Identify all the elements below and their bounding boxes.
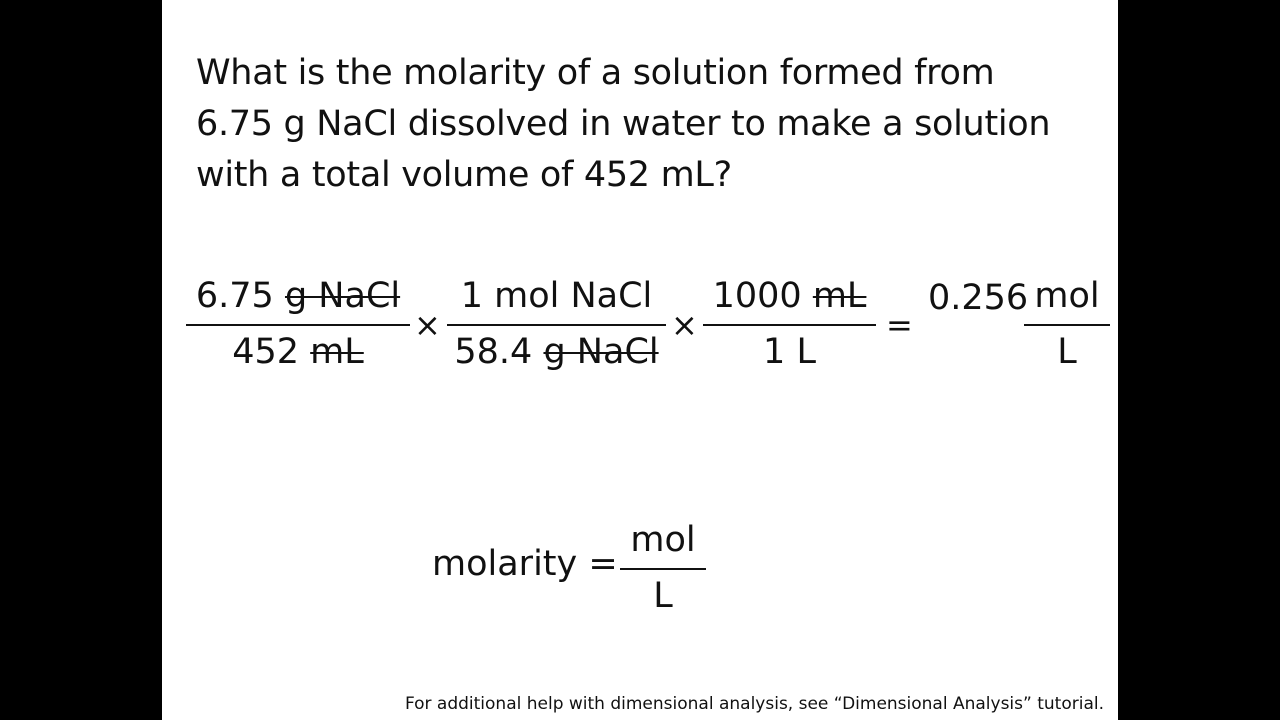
fraction-bar (186, 324, 410, 326)
fraction-numerator: 1 mol NaCl (460, 276, 653, 316)
cancelled-unit: g NaCl (543, 332, 659, 372)
question-line-1: What is the molarity of a solution formed from (196, 53, 995, 93)
fraction-unit-conversion (703, 276, 876, 386)
fraction-denominator: 1 L (763, 332, 816, 372)
fraction-molarity-definition (620, 520, 706, 630)
fraction-denominator: L (653, 576, 673, 616)
fraction-bar (620, 568, 706, 570)
footnote: For additional help with dimensional analysis, see “Dimensional Analysis” tutorial. (404, 694, 1104, 714)
fraction-denominator: L (1057, 332, 1077, 372)
fraction-denominator: 452 mL (232, 332, 364, 372)
fraction-numerator: mol (1034, 276, 1100, 316)
cancelled-unit: g NaCl (284, 276, 401, 316)
multiply-sign: × (671, 306, 698, 344)
result-value: 0.256 (928, 278, 1029, 318)
fraction-numerator: 6.75 g NaCl (195, 276, 401, 316)
cancelled-unit: mL (812, 276, 867, 316)
question-text (196, 48, 1096, 201)
fraction-bar (703, 324, 876, 326)
fraction-molar-mass (447, 276, 666, 386)
fraction-bar (1024, 324, 1110, 326)
fraction-bar (447, 324, 666, 326)
question-line-3: with a total volume of 452 mL? (196, 155, 732, 195)
question-line-2: 6.75 g NaCl dissolved in water to make a solution (196, 104, 1051, 144)
cancelled-unit: mL (310, 332, 364, 372)
equals-sign: = (886, 306, 913, 344)
slide (162, 0, 1118, 720)
fraction-result-units (1024, 276, 1110, 386)
fraction-numerator: 1000 mL (712, 276, 867, 316)
molarity-label: molarity = (432, 544, 618, 584)
fraction-numerator: mol (630, 520, 696, 560)
fraction-denominator: 58.4 g NaCl (454, 332, 659, 372)
multiply-sign: × (414, 306, 441, 344)
fraction-mass-over-volume (186, 276, 410, 386)
